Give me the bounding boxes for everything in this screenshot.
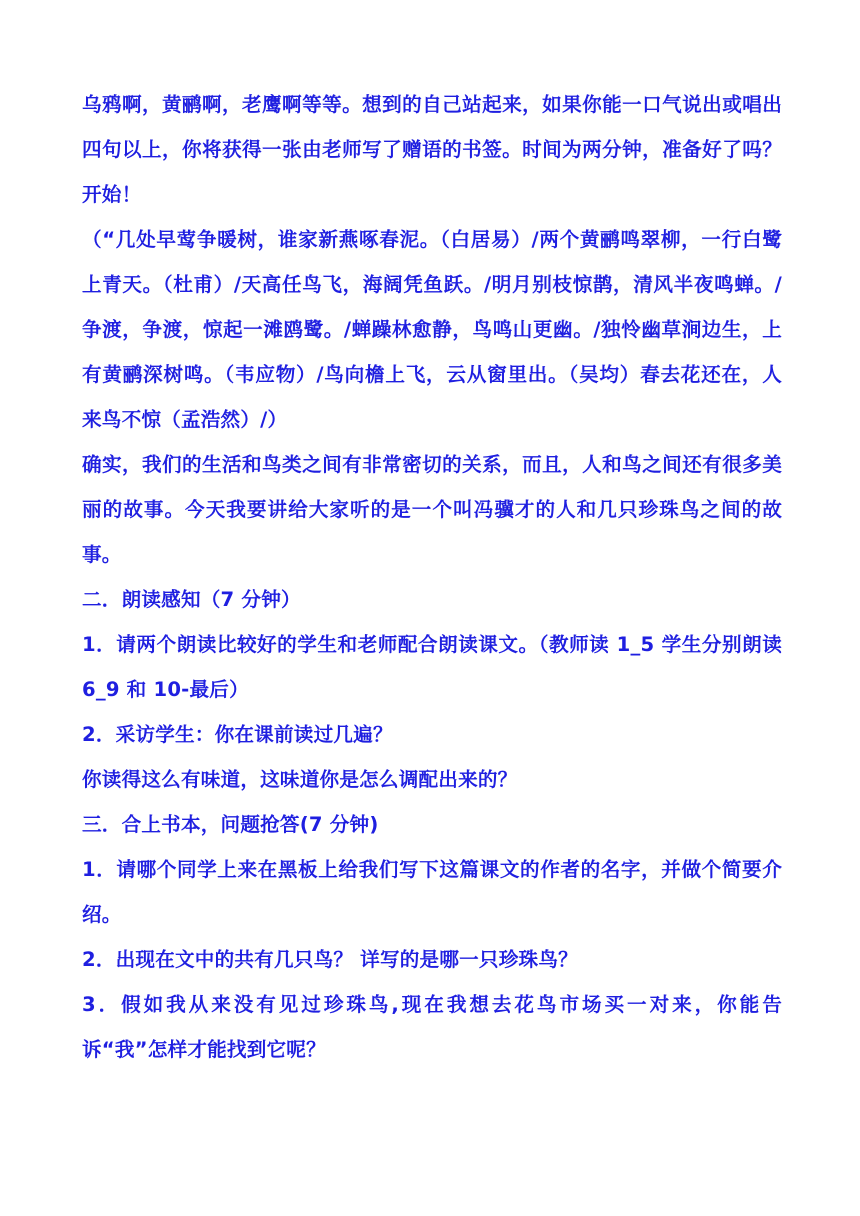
list-item-quiz-1: 1．请哪个同学上来在黑板上给我们写下这篇课文的作者的名字，并做个简要介绍。 — [82, 858, 782, 926]
list-item-reading-1: 1．请两个朗读比较好的学生和老师配合朗读课文。（教师读 1_5 学生分别朗读 6_9 和 10-最后） — [82, 633, 782, 701]
paragraph-intro-activity: 乌鸦啊，黄鹂啊，老鹰啊等等。想到的自己站起来，如果你能一口气说出或唱出四句以上，你将获得一张由老师写了赠语的书签。时间为两分钟，准备好了吗？开始！ — [82, 93, 782, 206]
section-heading-quiz: 三．合上书本，问题抢答(7 分钟) — [82, 813, 379, 836]
list-item-quiz-2: 2．出现在文中的共有几只鸟？ 详写的是哪一只珍珠鸟？ — [82, 948, 578, 971]
document-body — [82, 82, 782, 1072]
list-item-quiz-3: 3．假如我从来没有见过珍珠鸟,现在我想去花鸟市场买一对来，你能告诉“我”怎样才能找到它呢？ — [82, 993, 782, 1061]
paragraph-poem-examples: （“几处早莺争暖树，谁家新燕啄春泥。（白居易）/两个黄鹂鸣翠柳，一行白鹭上青天。（杜甫）/天高任鸟飞，海阔凭鱼跃。/明月别枝惊鹊，清风半夜鸣蝉。/争渡，争渡，惊起一滩鸥鹭。/蝉躁林愈静，鸟鸣山更幽。/独怜幽草涧边生，上有黄鹂深树鸣。（韦应物）/鸟向檐上飞，云从窗里出。（吴均）春去花还在，人来鸟不惊（孟浩然）/） — [82, 228, 782, 431]
paragraph-reading-followup: 你读得这么有味道，这味道你是怎么调配出来的？ — [82, 768, 518, 791]
list-item-reading-2: 2．采访学生：你在课前读过几遍？ — [82, 723, 393, 746]
section-heading-reading: 二．朗读感知（7 分钟） — [82, 588, 301, 611]
paragraph-story-intro: 确实，我们的生活和鸟类之间有非常密切的关系，而且，人和鸟之间还有很多美丽的故事。今天我要讲给大家听的是一个叫冯骥才的人和几只珍珠鸟之间的故事。 — [82, 453, 782, 566]
